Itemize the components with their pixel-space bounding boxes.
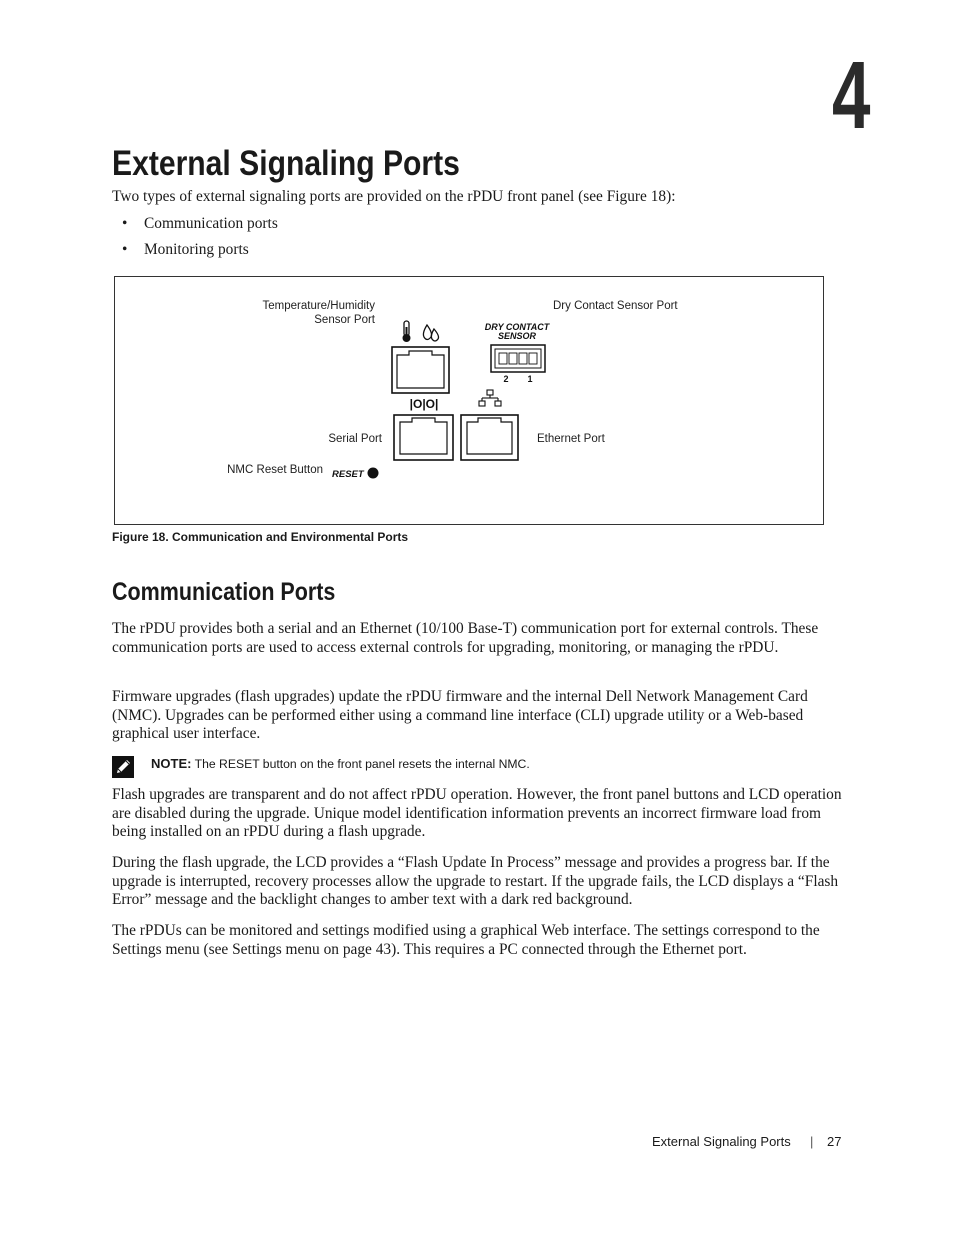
nmc-reset-label: NMC Reset Button <box>227 464 323 476</box>
pencil-note-icon <box>112 756 134 778</box>
reset-button <box>368 468 379 479</box>
ethernet-port-label: Ethernet Port <box>537 433 605 445</box>
bullet-icon: • <box>122 215 128 232</box>
paragraph: The rPDU provides both a serial and an Ethernet (10/100 Base-T) communication port for external controls. These communication ports are used to access external controls for upgrading, monitoring, or managing the rPDU. <box>112 620 819 656</box>
note-label: NOTE: <box>151 756 192 771</box>
paragraph: Firmware upgrades (flash upgrades) update the rPDU firmware and the internal Dell Network Management Card (NMC). Upgrades can be performed either using a command line interface (CLI) upgrade utility or a Web-based graphical user interface. <box>112 688 808 742</box>
reset-text: RESET <box>332 469 364 480</box>
list-item <box>122 215 278 234</box>
bullet-icon: • <box>122 241 128 258</box>
figure-box <box>114 276 824 525</box>
dry-contact-number-2: 2 <box>503 374 509 384</box>
intro-paragraph: Two types of external signaling ports are provided on the rPDU front panel (see Figure 18): <box>112 188 676 205</box>
list-item-text: Communication ports <box>144 215 278 232</box>
paragraph: During the flash upgrade, the LCD provides a “Flash Update In Process” message and provides a progress bar. If the upgrade is interrupted, recovery processes allow the upgrade to restart. If the upgrade fails, the LCD displays a “Flash Error” message and the backlight changes to amber text with a dark red background. <box>112 854 839 908</box>
footer-section: External Signaling Ports <box>652 1134 791 1149</box>
network-icon <box>479 390 501 406</box>
dry-contact-label: Dry Contact Sensor Port <box>553 300 678 312</box>
list-item <box>122 241 249 260</box>
dry-contact-sensor-port <box>491 345 545 372</box>
port-diagram <box>115 277 823 524</box>
paragraph: The rPDUs can be monitored and settings modified using a graphical Web interface. The settings correspond to the Settings menu (see Settings menu on page 43). This requires a PC connected through the Ethernet port. <box>112 922 820 958</box>
temp-label-line2: Sensor Port <box>314 314 375 326</box>
figure-caption: Figure 18. Communication and Environmental Ports <box>112 530 409 544</box>
note-text: The RESET button on the front panel resets the internal NMC. <box>194 757 530 771</box>
humidity-icon <box>423 325 438 341</box>
page-title: External Signaling Ports <box>112 144 460 183</box>
list-item-text: Monitoring ports <box>144 241 249 258</box>
dry-contact-panel-line1: DRY CONTACT <box>484 322 550 332</box>
paragraph: Flash upgrades are transparent and do not affect rPDU operation. However, the front panel buttons and LCD operation are disabled during the upgrade. Unique model identification information prevents an incorrect firmware load from being installed on an rPDU during a flash upgrade. <box>112 786 842 840</box>
dry-contact-panel-line2: SENSOR <box>497 331 537 341</box>
footer-separator: | <box>810 1134 814 1149</box>
serial-port-label: Serial Port <box>328 433 382 445</box>
ethernet-port <box>461 415 518 460</box>
thermometer-icon <box>403 321 411 342</box>
chapter-number: 4 <box>832 42 871 149</box>
page-number: 27 <box>827 1134 842 1149</box>
serial-symbol-icon: |O|O| <box>409 397 439 411</box>
section-title: Communication Ports <box>112 578 336 606</box>
note <box>151 756 530 772</box>
temp-humidity-port <box>392 347 449 393</box>
serial-port <box>394 415 453 460</box>
dry-contact-number-1: 1 <box>527 374 533 384</box>
temp-label-line1: Temperature/Humidity <box>262 300 375 312</box>
